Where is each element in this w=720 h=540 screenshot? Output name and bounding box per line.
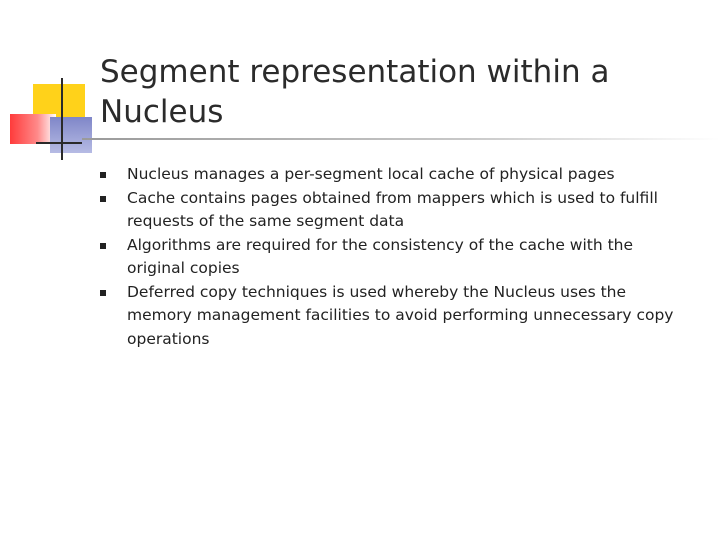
bullet-text: Algorithms are required for the consistency of the cache with the original copies — [127, 235, 634, 277]
bullet-item — [100, 234, 690, 281]
bullet-item — [100, 187, 690, 234]
bullet-list — [100, 163, 690, 351]
bullet-text: Nucleus manages a per-segment local cache of physical pages — [127, 165, 615, 183]
bullet-icon — [100, 172, 106, 178]
slide-title: Segment representation within a Nucleus — [100, 54, 610, 130]
horizontal-line — [36, 142, 82, 144]
blue-square — [50, 117, 92, 153]
bullet-icon — [100, 196, 106, 202]
bullet-item — [100, 281, 690, 352]
bullet-item — [100, 163, 690, 187]
bullet-text: Cache contains pages obtained from mappers which is used to fulfill requests of the same segment data — [127, 188, 658, 230]
logo-decoration — [0, 0, 110, 170]
bullet-icon — [100, 290, 106, 296]
vertical-line — [61, 78, 63, 160]
title-divider — [82, 138, 720, 140]
bullet-icon — [100, 243, 106, 249]
bullet-text: Deferred copy techniques is used whereby the Nucleus uses the memory management facilities to avoid performing unnecessary copy operations — [127, 282, 674, 348]
